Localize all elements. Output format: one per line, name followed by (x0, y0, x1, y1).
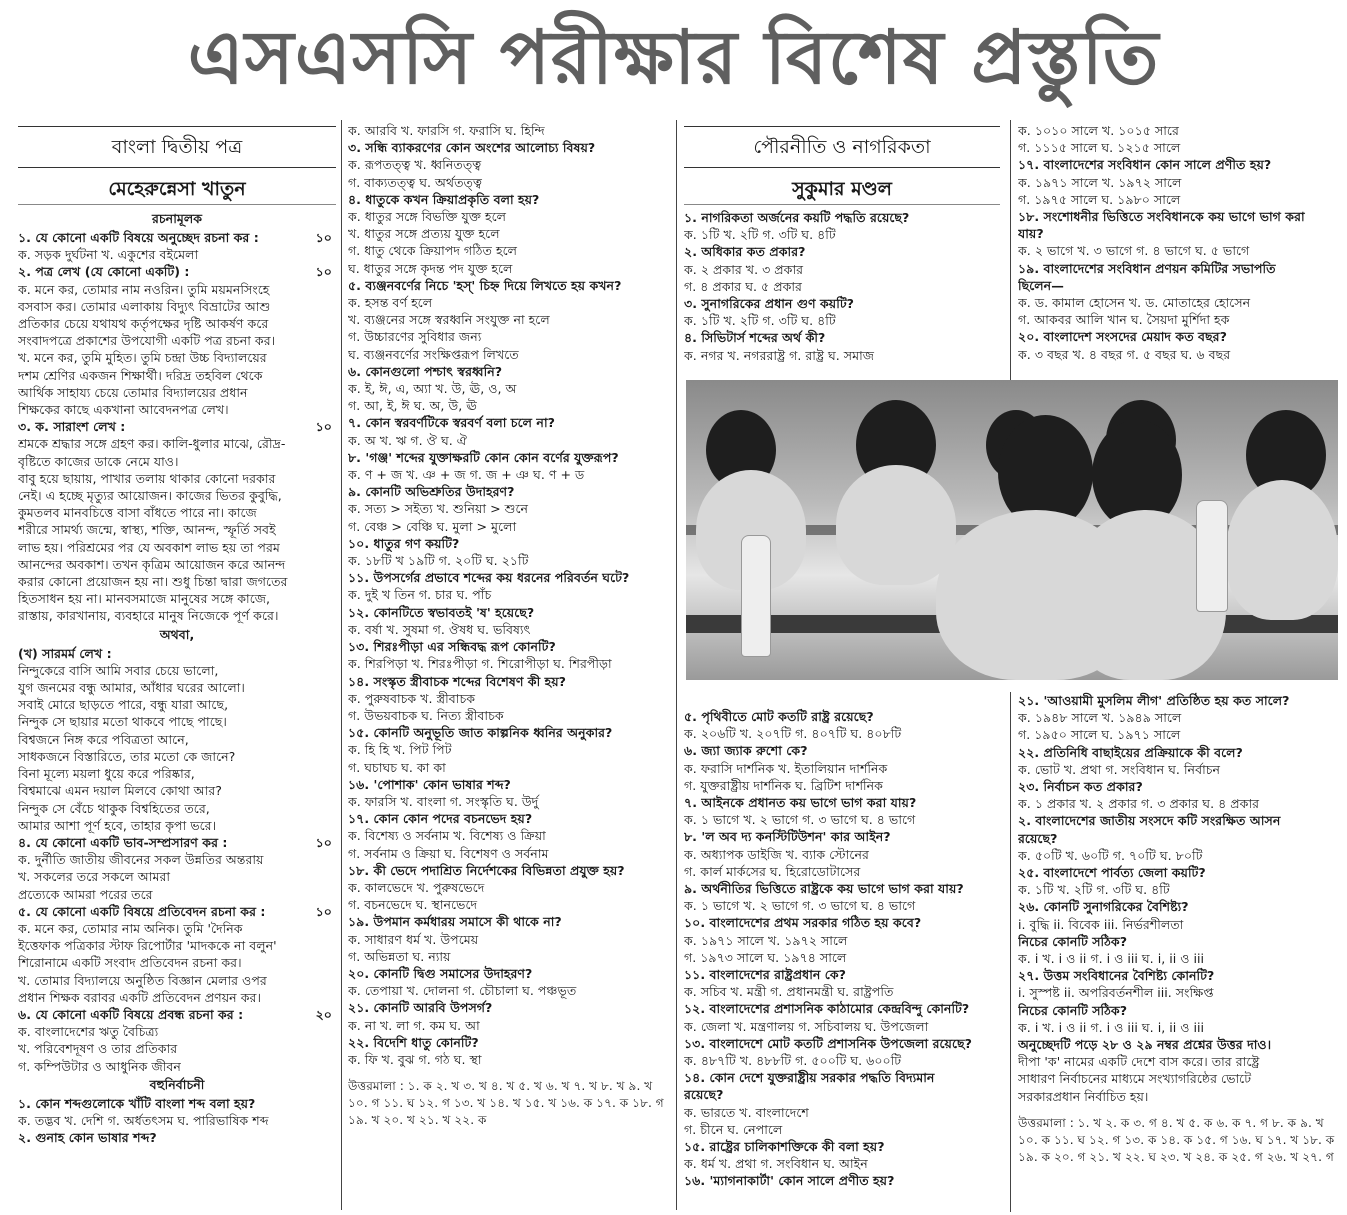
question-text: ২. বাংলাদেশের জাতীয় সংসদে কটি সংরক্ষিত আসন (1018, 813, 1281, 829)
question-text: ১২. কোনটিতে স্বভাবতই 'ষ' হয়েছে? (348, 604, 535, 620)
text-line: আমার আশা পূর্ণ হবে, তাহার কৃপা ভরে। (18, 817, 217, 833)
question-line (1018, 1036, 1336, 1053)
question-text: ৭. আইনকে প্রধানত কয় ভাগে ভাগ করা যায়? (684, 795, 917, 811)
question-line (348, 483, 664, 500)
question-line (348, 1034, 664, 1051)
question-list (1018, 692, 1336, 1105)
text-line: ক. ১টি খ. ২টি গ. ৩টি ঘ. ৪টি (684, 227, 836, 243)
text-line: প্রধান শিক্ষক বরাবর একটি প্রতিবেদন প্রণয়ন কর। (18, 989, 261, 1005)
question-text: ১৯. উপমান কর্মধারয় সমাসে কী থাকে না? (348, 914, 562, 930)
question-line (348, 535, 664, 552)
question-line (684, 1172, 1014, 1189)
question-text: ২৫. বাংলাদেশে পার্বত্য জেলা কয়টি? (1018, 865, 1206, 881)
question-line (684, 209, 1000, 226)
text-line: ক. ফি খ. বুঝ গ. গঠ ঘ. স্থা (348, 1051, 482, 1067)
question-line (18, 645, 336, 662)
text-line: ক. ৫০টি খ. ৬০টি গ. ৭০টি ঘ. ৮০টি (1018, 847, 1203, 863)
question-line (18, 263, 336, 280)
question-line (348, 604, 664, 621)
question-line (1018, 898, 1336, 915)
question-line (348, 862, 664, 879)
text-line: ক. দুই খ তিন গ. চার ঘ. পাঁচ (348, 587, 492, 603)
question-line (348, 965, 664, 982)
question-text: ১৫. কোনটি অনুভূতি জাত কাল্পনিক ধ্বনির অনুকার? (348, 725, 613, 741)
question-line (1018, 744, 1336, 761)
question-text: ৪. ধাতুকে কখন ক্রিয়াপ্রকৃতি বলা হয়? (348, 191, 540, 207)
text-line: ক. দুর্নীতি জাতীয় জীবনের সকল উন্নতির অন্তরায় (18, 852, 264, 868)
question-line (1018, 277, 1336, 294)
question-text: ৯. অর্থনীতির ভিত্তিতে রাষ্ট্রকে কয় ভাগে ভাগ করা যায়? (684, 881, 964, 897)
author-bangla: মেহেরুন্নেসা খাতুন (18, 174, 336, 205)
civics-column-lower-right (1018, 692, 1336, 1212)
text-line: ক. ২ প্রকার খ. ৩ প্রকার (684, 261, 804, 277)
question-line (18, 1129, 336, 1146)
text-line: ক. ১টি খ. ২টি গ. ৩টি ঘ. ৪টি (684, 313, 836, 329)
question-line (348, 191, 664, 208)
question-text: ১৩. শিরঃপীড়া এর সন্ধিবদ্ধ রূপ কোনটি? (348, 639, 556, 655)
text-line: নিন্দুকেরে বাসি আমি সবার চেয়ে ভালো, (18, 662, 219, 678)
question-line (348, 277, 664, 294)
text-line: ক. সত্য > সইত্য খ. শুনিয়া > শুনে (348, 501, 529, 517)
question-line (348, 449, 664, 466)
question-line (348, 414, 664, 431)
text-line: ক. ১ ভাগে খ. ২ ভাগে গ. ৩ ভাগে ঘ. ৪ ভাগে (684, 812, 916, 828)
text-line: দীপা 'ক' নামের একটি দেশে বাস করে। তার রাষ্ট্রে (1018, 1054, 1260, 1070)
question-list (684, 708, 1014, 1190)
text-line: গ. ১৯৭৩ সালে ঘ. ১৯৭৪ সালে (684, 949, 847, 965)
text-line: খ. ধাতুর সঙ্গে প্রত্যয় যুক্ত হলে (348, 226, 500, 242)
text-line: গ. উচ্চারণের সুবিধার জন্য (348, 329, 482, 345)
text-line: যুগ জনমের বন্ধু আমার, আঁধার ঘরের আলো। (18, 680, 245, 696)
question-line (348, 569, 664, 586)
text-line: ক. জেলা খ. মন্ত্রণালয় গ. সচিবালয় ঘ. উপজেলা (684, 1018, 929, 1034)
text-line: ক. বর্ষা খ. সুষমা গ. ঔষধ ঘ. ভবিষ্যৎ (348, 621, 531, 637)
question-list (18, 229, 336, 1146)
text-line: ক. সাধারণ ধর্ম খ. উপমেয় (348, 931, 479, 947)
text-line: খ. তোমার বিদ্যালয়ে অনুষ্ঠিত বিজ্ঞান মেলার ওপর (18, 972, 267, 988)
question-text: ১. নাগরিকতা অর্জনের কয়টি পদ্ধতি রয়েছে? (684, 210, 910, 225)
text-line: ক. হি হি খ. পিট পিট (348, 742, 452, 758)
question-line (18, 834, 336, 851)
question-line (348, 638, 664, 655)
question-text: (খ) সারমর্ম লেখ : (18, 645, 112, 661)
question-line (684, 966, 1014, 983)
marks-value: ১০ (315, 264, 332, 280)
text-line: ক. ভোট খ. প্রথা গ. সংবিধান ঘ. নির্বাচন (1018, 761, 1221, 777)
question-line (348, 724, 664, 741)
text-line: শিরোনামে একটি সংবাদ প্রতিবেদন রচনা কর। (18, 955, 242, 971)
text-line: গ. বাক্যতত্ত্ব ঘ. অর্থতত্ত্ব (348, 174, 482, 190)
question-line (684, 329, 1000, 346)
text-line: ক. ণ + জ খ. ঞ + জ গ. জ + ঞ ঘ. ণ + ড (348, 467, 585, 483)
text-line: দশম শ্রেণির একজন শিক্ষার্থী। দরিদ্র তহবিল থেকে (18, 367, 263, 383)
text-line: গ. বচনভেদে ঘ. স্থানভেদে (348, 897, 478, 913)
text-line: ক. হসন্ত বর্ণ হলে (348, 295, 433, 311)
text-line: ক. ১৮টি খ ১৯টি গ. ২০টি ঘ. ২১টি (348, 553, 529, 569)
text-line: গ. কার্ল মার্কসের ঘ. হিরোডোটাসের (684, 863, 861, 879)
center-heading: বহুনির্বাচনী (149, 1076, 205, 1092)
text-line: গ. ১৯৭৫ সালে ঘ. ১৯৮০ সালে (1018, 191, 1181, 207)
question-text: ১৪. কোন দেশে যুক্তরাষ্ট্রীয় সরকার পদ্ধতি বিদ্যমান (684, 1070, 935, 1086)
text-line: ক. নগর খ. নগররাষ্ট্র গ. রাষ্ট্র ঘ. সমাজ (684, 347, 874, 363)
question-line (348, 673, 664, 690)
page-banner: এসএসসি পরীক্ষার বিশেষ প্রস্তুতি (187, 15, 1160, 101)
text-line: ক. ৪৮৭টি খ. ৪৮৮টি গ. ৫০০টি ঘ. ৬০০টি (684, 1053, 902, 1069)
question-line (684, 1069, 1014, 1086)
text-line: গ. ঘচাঘচ ঘ. কা কা (348, 759, 446, 775)
text-line: শ্রমকে শ্রদ্ধার সঙ্গে গ্রহণ কর। কালি-ধুলার মাঝে, রৌদ্র- (18, 436, 286, 452)
text-line: খ. ব্যঞ্জনের সঙ্গে স্বরধ্বনি সংযুক্ত না হলে (348, 312, 550, 328)
text-line: ক. পুরুষবাচক খ. স্ত্রীবাচক (348, 690, 476, 706)
question-list (1018, 122, 1336, 363)
question-text: ২২. বিদেশি ধাতু কোনটি? (348, 1034, 479, 1050)
text-line: ক. অ খ. ঋ গ. ঔ ঘ. ঐ (348, 432, 467, 448)
text-line: গ. ধাতু থেকে ক্রিয়াপদ গঠিত হলে (348, 243, 518, 259)
question-text: ১১. বাংলাদেশের রাষ্ট্রপ্রধান কে? (684, 967, 846, 983)
civics-column-lower (684, 708, 1014, 1208)
question-text: ৩. সন্ধি ব্যাকরণের কোন অংশের আলোচ্য বিষয়? (348, 140, 596, 156)
text-line: ক. বিশেষ্য ও সর্বনাম খ. বিশেষ্য ও ক্রিয়া (348, 828, 546, 844)
text-line: ঘ. ধাতুর সঙ্গে কৃদন্ত পদ যুক্ত হলে (348, 260, 513, 276)
text-line: গ. ১৯৫০ সালে ঘ. ১৯৭১ সালে (1018, 727, 1181, 743)
question-line (684, 708, 1014, 725)
text-line: ক. মনে কর, তোমার নাম অনিক। তুমি 'দৈনিক (18, 920, 243, 936)
question-line (1018, 864, 1336, 881)
question-text: ৩. ক. সারাংশ লেখ : (18, 419, 126, 435)
question-line (1018, 208, 1336, 225)
text-line: ক. তেপায়া খ. দোলনা গ. চৌচালা ঘ. পঞ্চভূত (348, 983, 577, 999)
question-text: ১. যে কোনো একটি বিষয়ে অনুচ্ছেদ রচনা কর : (18, 230, 259, 245)
text-line: সাধকজনে বিস্তারিতে, তার মতো কে জানে? (18, 748, 236, 764)
text-line: ক. তদ্ভব খ. দেশি গ. অর্ধতৎসম ঘ. পারিভাষিক শব্দ (18, 1112, 269, 1128)
question-line (684, 742, 1014, 759)
question-text: ১৯. বাংলাদেশের সংবিধান প্রণয়ন কমিটির সভাপতি (1018, 260, 1276, 276)
question-text: ৭. কোন স্বরবর্ণটিকে স্বরবর্ণ বলা চলে না? (348, 415, 555, 431)
text-line: বিশ্বজনে নিঙ্গ করে পবিত্রতা আনে, (18, 731, 189, 747)
bangla-column (18, 122, 336, 1212)
question-line (1018, 778, 1336, 795)
question-text: ১৭. কোন কোন পদের বচনভেদ হয়? (348, 811, 533, 827)
text-line: গ. বেঞ্চ > বেঞ্চি ঘ. মুলা > মুলো (348, 518, 517, 534)
text-line: ক. ২০৬টি খ. ২০৭টি গ. ৪০৭টি ঘ. ৪০৮টি (684, 726, 902, 742)
civics-column-right (1018, 122, 1336, 382)
text-line: গ. আকবর আলি খান ঘ. সৈয়দা মুর্শিদা হক (1018, 312, 1230, 328)
section-title-bangla: বাংলা দ্বিতীয় পত্র (18, 126, 336, 168)
question-line (1018, 830, 1336, 847)
text-line: ক. ই, ঈ, এ, অ্যা খ. উ, ঊ, ও, অ (348, 381, 517, 397)
question-line (1018, 328, 1336, 345)
text-line: আনন্দের অবকাশ। তখন কৃত্রিম আয়োজন করে আনন্দ (18, 556, 286, 572)
text-line: খ. সকলের তরে সকলে আমরা (18, 869, 171, 885)
text-line: বৃষ্টিতে কাজের ডাকে নেমে যাও। (18, 453, 179, 469)
question-text: ৫. পৃথিবীতে মোট কতটি রাষ্ট্র রয়েছে? (684, 709, 874, 724)
marks-value: ১০ (315, 419, 332, 435)
question-text: ১. কোন শব্দগুলোকে খাঁটি বাংলা শব্দ বলা হয়? (18, 1095, 256, 1111)
author-civics: সুকুমার মণ্ডল (684, 174, 1000, 205)
question-line (684, 880, 1014, 897)
question-text: ১২. বাংলাদেশের প্রশাসনিক কাঠামোর কেন্দ্রবিন্দু কোনটি? (684, 1001, 970, 1017)
text-line: সরকারপ্রধান নির্বাচিত হয়। (1018, 1088, 1149, 1104)
question-text: ৯. কোনটি অভিশ্রুতির উদাহরণ? (348, 484, 515, 500)
text-line: গ. ১১১৫ সালে ঘ. ১২১৫ সালে (1018, 140, 1181, 156)
question-line (348, 913, 664, 930)
text-line: ঘ. ব্যঞ্জনবর্ণের সংক্ষিপ্তরূপ লিখতে (348, 346, 519, 362)
question-text: ১১. উপসর্গের প্রভাবে শব্দের কয় ধরনের পরিবর্তন ঘটে? (348, 570, 630, 586)
question-line (18, 1006, 336, 1023)
question-text: ২৬. কোনটি সুনাগরিকের বৈশিষ্ট্য? (1018, 899, 1189, 915)
question-text: রয়েছে? (684, 1087, 724, 1103)
text-line: ক. ১০১০ সালে খ. ১০১৫ সারে (1018, 123, 1179, 138)
text-line: ক. i খ. i ও ii গ. i ও iii ঘ. i, ii ও iii (1018, 951, 1204, 967)
text-line: ক. ৩ বছর খ. ৪ বছর গ. ৫ বছর ঘ. ৬ বছর (1018, 346, 1231, 362)
question-line (1018, 812, 1336, 829)
question-text: ৬. যে কোনো একটি বিষয়ে প্রবন্ধ রচনা কর : (18, 1006, 244, 1022)
question-text: ১৬. 'ম্যাগনাকার্টা' কোন সালে প্রণীত হয়? (684, 1173, 895, 1189)
text-line: i. সুস্পষ্ট ii. অপরিবর্তনশীল iii. সংক্ষিপ্ত (1018, 985, 1214, 1001)
question-line (684, 1035, 1014, 1052)
text-line: সংবাদপত্রে প্রকাশের উপযোগী একটি পত্র রচনা কর। (18, 333, 276, 349)
question-text: ২০. বাংলাদেশ সংসদের মেয়াদ কত বছর? (1018, 329, 1227, 345)
text-line: ক. ১ প্রকার খ. ২ প্রকার গ. ৩ প্রকার ঘ. ৪ প্রকার (1018, 796, 1260, 812)
section-title-civics: পৌরনীতি ও নাগরিকতা (684, 126, 1000, 168)
text-line: গ. ৪ প্রকার ঘ. ৫ প্রকার (684, 278, 802, 294)
text-line: গ. সর্বনাম ও ক্রিয়া ঘ. বিশেষণ ও সর্বনাম (348, 845, 549, 861)
question-text: ২. অধিকার কত প্রকার? (684, 244, 806, 260)
question-text: ৪. যে কোনো একটি ভাব-সম্প্রসারণ কর : (18, 834, 228, 850)
question-text: ৮. 'ল অব দ্য কনস্টিটিউশন' কার আইন? (684, 829, 891, 845)
text-line: ইত্তেফাক পত্রিকার স্টাফ রিপোর্টার 'মাদককে না বলুন' (18, 938, 277, 954)
question-line (1018, 260, 1336, 277)
text-line: ক. বাংলাদেশের ঋতু বৈচিত্র্য (18, 1024, 159, 1040)
text-line: ক. না খ. লা গ. কম ঘ. আ (348, 1017, 480, 1033)
text-line: ক. ভারতে খ. বাংলাদেশে (684, 1104, 809, 1120)
text-line: ক. রূপতত্ত্ব খ. ধ্বনিতত্ত্ব (348, 157, 482, 173)
text-line: ক. ফারসি খ. বাংলা গ. সংস্কৃতি ঘ. উর্দু (348, 793, 539, 809)
text-line: গ. কম্পিউটার ও আধুনিক জীবন (18, 1058, 181, 1074)
text-line: ক. ১ ভাগে খ. ২ ভাগে গ. ৩ ভাগে ঘ. ৪ ভাগে (684, 898, 916, 914)
question-text: ১৮. কী ভেদে পদাশ্রিত নির্দেশকের বিভিন্নতা প্রযুক্ত হয়? (348, 862, 625, 878)
text-line: ক. ১৯৭১ সালে খ. ১৯৭২ সালে (684, 932, 848, 948)
question-line (684, 914, 1014, 931)
text-line: বিশ্বমাঝে এমন দয়াল মিলবে কোথা আর? (18, 783, 222, 799)
text-line: ক. ১টি খ. ২টি গ. ৩টি ঘ. ৪টি (1018, 882, 1170, 898)
question-text: ৪. সিভিটার্স শব্দের অর্থ কী? (684, 330, 826, 346)
text-line: গ. আ, ই, ঈ ঘ. অ, উ, ঊ (348, 398, 477, 414)
question-line (684, 1000, 1014, 1017)
question-text: ২৭. উত্তম সংবিধানের বৈশিষ্ট্য কোনটি? (1018, 968, 1215, 984)
text-line: করার কোনো প্রয়োজন হয় না। শুধু চিন্তা দ্বারা জগতের (18, 574, 288, 590)
question-line (1018, 692, 1336, 709)
question-list (684, 209, 1000, 364)
subsection-heading: রচনামূলক (151, 211, 203, 226)
text-line: প্রত্যেকে আমরা পরের তরে (18, 886, 153, 902)
question-line (1018, 225, 1336, 242)
question-line (684, 1086, 1014, 1103)
question-text: যায়? (1018, 226, 1044, 242)
answer-key: উত্তরমালা : ১. ক ২. খ ৩. খ ৪. খ ৫. খ ৬. খ ৭. খ ৮. খ ৯. খ ১০. গ ১১. ঘ ১২. গ ১৩. খ ১৪. খ ১৫. খ ১৬. ক ১৭. ক ১৮. গ ১৯. খ ২০. খ ২১. খ ২২. ক (348, 1079, 664, 1128)
text-line: গ. যুক্তরাষ্ট্রীয় দার্শনিক ঘ. ব্রিটিশ দার্শনিক (684, 777, 883, 793)
question-line (684, 794, 1014, 811)
column-divider (676, 120, 677, 1210)
question-text: ৩. সুনাগরিকের প্রধান গুণ কয়টি? (684, 296, 854, 312)
question-line (1018, 156, 1336, 173)
text-line: খ. মনে কর, তুমি মুহিত। তুমি চন্দ্রা উচ্চ বিদ্যালয়ের (18, 350, 267, 366)
text-line: গ. চীনে ঘ. নেপালে (684, 1121, 783, 1137)
text-line: বাবু হয়ে ছায়ায়, পাখার তলায় থাকার কোনো দরকার (18, 470, 276, 486)
question-text: ১৮. সংশোধনীর ভিত্তিতে সংবিধানকে কয় ভাগে ভাগ করা (1018, 209, 1305, 225)
question-line (348, 139, 664, 156)
text-line: ক. মনে কর, তোমার নাম নওরিন। তুমি ময়মনসিংহে (18, 281, 270, 297)
question-line (1018, 1002, 1336, 1019)
text-line: নিন্দুক সে ছায়ার মতো থাকবে পাছে পাছে। (18, 714, 227, 730)
question-text: ছিলেন— (1018, 277, 1064, 293)
question-text: ১৫. রাষ্ট্রের চালিকাশক্তিকে কী বলা হয়? (684, 1139, 885, 1155)
text-line: সাধারণ নির্বাচনের মাধ্যমে সংখ্যাগরিষ্ঠের ভোটে (1018, 1071, 1252, 1087)
text-line: নিন্দুক সে বেঁচে থাকুক বিশ্বহিতের তরে, (18, 800, 210, 816)
text-line: হিতসাধন হয় না। মানবসমাজে মানুষের সঙ্গে কাজে, (18, 591, 271, 607)
text-line: শরীরে সামর্থ্য জন্মে, স্বাস্থ্য, শক্তি, আনন্দ, স্ফূর্তি সবই (18, 522, 276, 538)
question-text: ১৬. 'পোশাক' কোন ভাষার শব্দ? (348, 776, 511, 792)
text-line: ক. শিরপিড়া খ. শিরঃপীড়া গ. শিরোপীড়া ঘ. শিরপীড়া (348, 656, 612, 672)
question-text: ২২. প্রতিনিধি বাছাইয়ের প্রক্রিয়াকে কী বলে? (1018, 744, 1243, 760)
column-divider (1010, 120, 1011, 380)
text-line: ক. আরবি খ. ফারসি গ. ফরাসি ঘ. হিন্দি (348, 123, 545, 138)
question-line (684, 243, 1000, 260)
text-line: ক. i খ. i ও ii গ. i ও iii ঘ. i, ii ও iii (1018, 1019, 1204, 1035)
question-text: ৬. জ্যা জ্যাক রুশো কে? (684, 743, 808, 759)
text-line: নেই। এ হচ্ছে মৃত্যুর আয়োজন। কাজের ভিতর কুবুদ্ধি, (18, 488, 282, 504)
question-line (348, 810, 664, 827)
marks-value: ২০ (315, 1006, 332, 1022)
question-line (18, 418, 336, 435)
bangla-mcq-column (348, 122, 664, 1212)
question-line (348, 999, 664, 1016)
text-line: ক. অধ্যাপক ডাইজি খ. ব্যাক স্টোনের (684, 846, 869, 862)
question-line (684, 828, 1014, 845)
question-text: রয়েছে? (1018, 830, 1058, 846)
question-text: ২৩. নির্বাচন কত প্রকার? (1018, 779, 1143, 795)
text-line: ক. ফরাসি দার্শনিক খ. ইতালিয়ান দার্শনিক (684, 760, 888, 776)
question-text: নিচের কোনটি সঠিক? (1018, 933, 1127, 949)
answer-key: উত্তরমালা : ১. খ ২. ক ৩. গ ৪. খ ৫. ক ৬. ক ৭. গ ৮. ক ৯. খ ১০. ক ১১. ঘ ১২. গ ১৩. ক ১৪. ক ১৫. গ ১৬. ঘ ১৭. খ ১৮. ক ১৯. ক ২০. গ ২১. খ ২২. ঘ ২৩. খ ২৪. ক ২৫. গ ২৬. খ ২৭. গ (1018, 1115, 1335, 1164)
text-line: বসবাস কর। তোমার এলাকায় বিদ্যুৎ বিভ্রাটের আশু (18, 298, 271, 314)
text-line: গ. অভিন্নতা ঘ. ন্যায় (348, 948, 451, 964)
question-text: ১৪. সংস্কৃত স্ত্রীবাচক শব্দের বিশেষণ কী হয়? (348, 673, 566, 689)
question-line (18, 1095, 336, 1112)
question-text: ৫. ব্যঞ্জনবর্ণের নিচে 'হস্' চিহ্ন দিয়ে লিখতে হয় কখন? (348, 277, 622, 293)
text-line: রাস্তায়, কারখানায়, ব্যবহারে মানুষ নিজেকে পূর্ণ করে। (18, 608, 279, 624)
text-line: আর্থিক সাহায্য চেয়ে তোমার বিদ্যালয়ের প্রধান (18, 384, 248, 400)
text-line: ক. সচিব খ. মন্ত্রী গ. প্রধানমন্ত্রী ঘ. রাষ্ট্রপতি (684, 984, 894, 1000)
civics-column (684, 122, 1000, 382)
text-line: বিনা মূল্যে ময়লা ধুয়ে করে পরিষ্কার, (18, 766, 195, 782)
question-text: ১০. বাংলাদেশের প্রথম সরকার গঠিত হয় কবে? (684, 915, 922, 931)
marks-value: ১০ (315, 834, 332, 850)
text-line: কুমতলব মানবচিত্তে বাসা বাঁধতে পারে না। কাজে (18, 505, 257, 521)
marks-value: ১০ (315, 903, 332, 919)
text-line: ক. ধর্ম খ. প্রথা গ. সংবিধান ঘ. আইন (684, 1156, 868, 1172)
question-text: অনুচ্ছেদটি পড়ে ২৮ ও ২৯ নম্বর প্রশ্নের উত্তর দাও। (1018, 1037, 1272, 1053)
text-line: ক. ১৯৭১ সালে খ. ১৯৭২ সালে (1018, 174, 1182, 190)
text-line: ক. ১৯৪৮ সালে খ. ১৯৪৯ সালে (1018, 710, 1182, 726)
text-line: গ. উভয়বাচক ঘ. নিত্য স্ত্রীবাচক (348, 707, 504, 723)
question-text: ১৭. বাংলাদেশের সংবিধান কোন সালে প্রণীত হয়? (1018, 157, 1272, 173)
question-text: ২১. 'আওয়ামী মুসলিম লীগ' প্রতিষ্ঠিত হয় কত সালে? (1018, 693, 1290, 708)
text-line: সবাই মোরে ছাড়তে পারে, বন্ধু যারা আছে, (18, 697, 229, 713)
text-line: i. বুদ্ধি ii. বিবেক iii. নির্ভরশীলতা (1018, 916, 1184, 932)
text-line: ক. সড়ক দুর্ঘটনা খ. একুশের বইমেলা (18, 247, 199, 263)
exam-hall-photo (686, 380, 1338, 680)
marks-value: ১০ (315, 230, 332, 245)
text-line: খ. পরিবেশদূষণ ও তার প্রতিকার (18, 1041, 178, 1057)
text-line: ক. ধাতুর সঙ্গে বিভক্তি যুক্ত হলে (348, 209, 507, 225)
question-text: ১৩. বাংলাদেশে মোট কতটি প্রশাসনিক উপজেলা রয়েছে? (684, 1035, 972, 1051)
question-list (348, 122, 664, 1068)
question-text: ১০. ধাতুর গণ কয়টি? (348, 535, 460, 551)
center-heading: অথবা, (159, 626, 195, 642)
question-text: নিচের কোনটি সঠিক? (1018, 1002, 1127, 1018)
question-text: ৮. 'গঞ্জ' শব্দের যুক্তাক্ষরটি কোন কোন বর্ণের যুক্তরূপ? (348, 449, 619, 465)
question-text: ২. পত্র লেখ (যে কোনো একটি) : (18, 264, 190, 280)
question-line (1018, 967, 1336, 984)
question-text: ২১. কোনটি আরবি উপসর্গ? (348, 1000, 493, 1016)
text-line: ক. ড. কামাল হোসেন খ. ড. মোতাহের হোসেন (1018, 295, 1251, 311)
question-text: ৫. যে কোনো একটি বিষয়ে প্রতিবেদন রচনা কর : (18, 903, 266, 919)
question-text: ২০. কোনটি দ্বিগু সমাসের উদাহরণ? (348, 965, 533, 981)
question-line (684, 295, 1000, 312)
text-line: লাভ হয়। পরিশ্রমের পর যে অবকাশ লাভ হয় তা পরম (18, 539, 280, 555)
question-line (348, 776, 664, 793)
question-line (684, 1138, 1014, 1155)
text-line: ক. ২ ভাগে খ. ৩ ভাগে গ. ৪ ভাগে ঘ. ৫ ভাগে (1018, 243, 1250, 259)
text-line: ক. কালভেদে খ. পুরুষভেদে (348, 879, 485, 895)
question-line (18, 229, 336, 246)
question-text: ৬. কোনগুলো পশ্চাৎ স্বরধ্বনি? (348, 363, 503, 379)
question-line (18, 903, 336, 920)
text-line: শিক্ষকের কাছে একখানা আবেদনপত্র লেখ। (18, 402, 229, 418)
question-text: ২. গুনাহ কোন ভাষার শব্দ? (18, 1130, 157, 1146)
question-line (348, 363, 664, 380)
column-divider (341, 120, 342, 1210)
text-line: প্রতিকার চেয়ে যথাযথ কর্তৃপক্ষের দৃষ্টি আকর্ষণ করে (18, 316, 269, 332)
question-line (1018, 933, 1336, 950)
